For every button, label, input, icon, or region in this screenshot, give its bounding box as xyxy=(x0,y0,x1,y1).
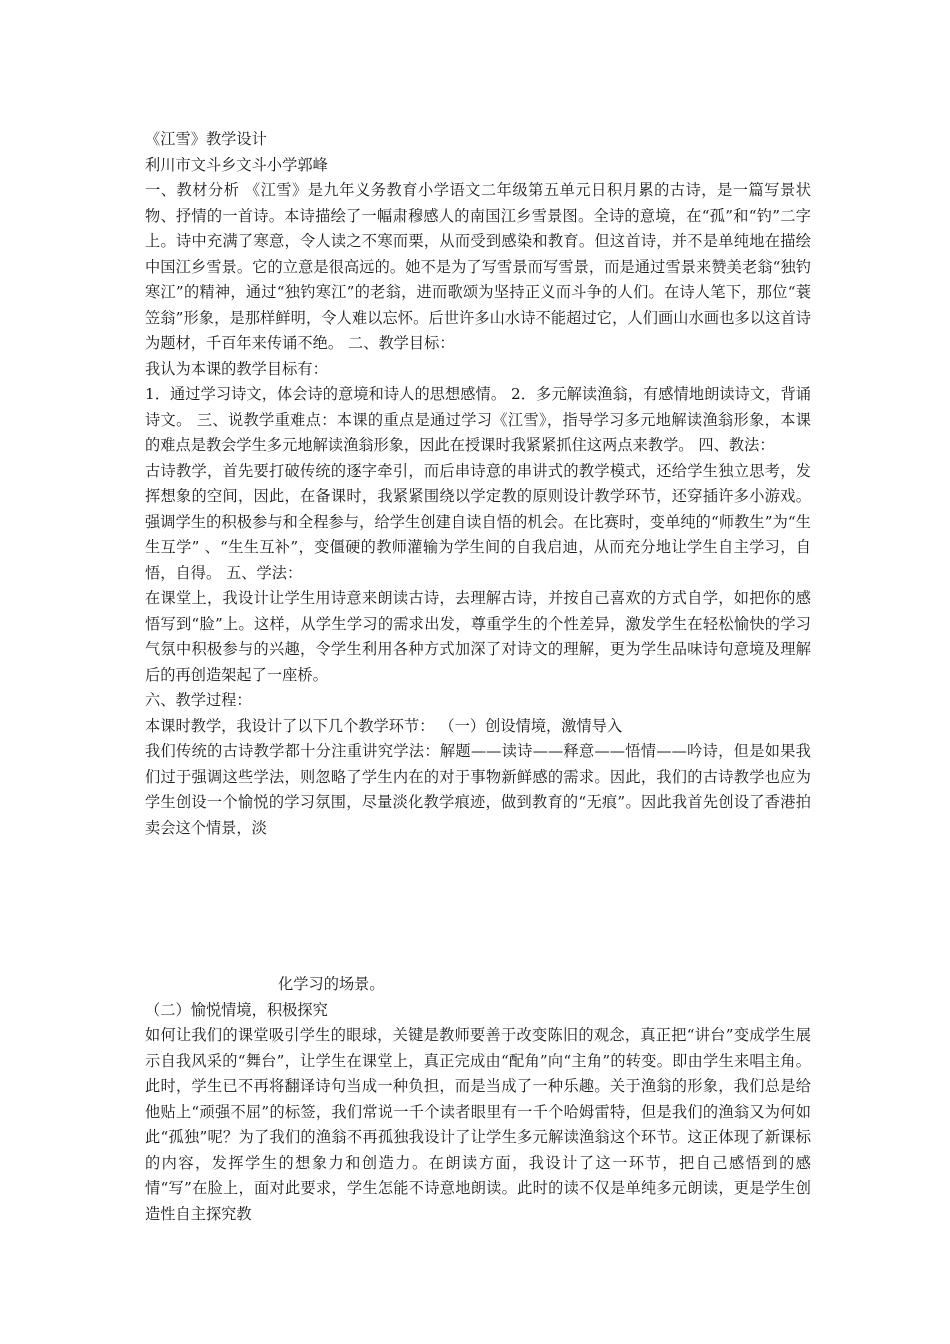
study-paragraph: 在课堂上，我设计让学生用诗意来朗读古诗，去理解古诗，并按自己喜欢的方式自学，如把你的感悟写到“脸”上。这样，从学生学习的需求出发，尊重学生的个性差异，激发学生在轻松愉快的学习气氛中积极参与的兴趣，令学生利用各种方式加深了对诗文的理解，更为学生品味诗句意境及理解后的再创造架起了一座桥。 xyxy=(145,589,811,684)
section1-paragraph: 一、教材分析 《江雪》是九年义务教育小学语文二年级第五单元日积月累的古诗，是一篇写景状物、抒情的一首诗。本诗描绘了一幅肃穆感人的南国江乡雪景图。全诗的意境，在“孤”和“钓”二字上。诗中充满了寒意，令人读之不寒而栗，从而受到感染和教育。但这首诗，并不是单纯地在描绘中国江乡雪景。它的立意是很高远的。她不是为了写雪景而写雪景，而是通过雪景来赞美老翁“独钓寒江”的精神，通过“独钓寒江”的老翁，进而歌颂为坚持正义而斗争的人们。在诗人笔下，那位“蓑笠翁”形象，是那样鲜明，令人难以忘怀。后世许多山水诗不能超过它，人们画山水画也多以这首诗为题材，千百年来传诵不绝。 二、教学目标： xyxy=(145,181,811,352)
author-line: 利川市文斗乡文斗小学郭峰 xyxy=(145,155,328,174)
goals-intro: 我认为本课的教学目标有： xyxy=(145,359,328,378)
subsection2-heading: （二）愉悦情境，积极探究 xyxy=(145,1000,328,1019)
process-paragraph-1: 我们传统的古诗教学都十分注重讲究学法：解题——读诗——释意——悟情——吟诗，但是如果我们过于强调这些学法，则忽略了学生内在的对于事物新鲜感的需求。因此，我们的古诗教学也应为学生创设一个愉悦的学习氛围，尽量淡化教学痕迹，做到教育的“无痕”。因此我首先创设了香港拍卖会这个情景，淡 xyxy=(145,742,811,837)
method-paragraph: 古诗教学，首先要打破传统的逐字牵引，而后串诗意的串讲式的教学模式，还给学生独立思考，发挥想象的空间，因此，在备课时，我紧紧围绕以学定教的原则设计教学环节，还穿插许多小游戏。强调学生的积极参与和全程参与，给学生创建自读自悟的机会。在比赛时，变单纯的“师教生”为“生生互学” 、“生生互补”，变僵硬的教师灌输为学生间的自我启迪，从而充分地让学生自主学习，自悟，自得。 五、学法： xyxy=(145,461,811,582)
process-heading: 六、教学过程： xyxy=(145,691,252,709)
process-intro: 本课时教学，我设计了以下几个教学环节： （一）创设情境，激情导入 xyxy=(145,716,623,735)
continued-line: 化学习的场景。 xyxy=(278,975,385,993)
document-body-bottom xyxy=(145,972,811,1227)
document-title: 《江雪》教学设计 xyxy=(145,130,267,148)
document-body-top xyxy=(145,127,811,841)
goals-paragraph: 1．通过学习诗文，体会诗的意境和诗人的思想感情。 2．多元解读渔翁，有感情地朗读诗文，背诵诗文。 三、说教学重难点：本课的重点是通过学习《江雪》，指导学习多元地解读渔翁形象，本课的难点是教会学生多元地解读渔翁形象，因此在授课时我紧紧抓住这两点来教学。 四、教法： xyxy=(145,385,811,454)
process-paragraph-2: 如何让我们的课堂吸引学生的眼球，关键是教师要善于改变陈旧的观念，真正把“讲台”变成学生展示自我风采的“舞台”，让学生在课堂上，真正完成由“配角”向“主角”的转变。即由学生来唱主角。此时，学生已不再将翻译诗句当成一种负担，而是当成了一种乐趣。关于渔翁的形象，我们总是给他贴上“顽强不屈”的标签，我们常说一千个读者眼里有一千个哈姆雷特，但是我们的渔翁又为何如此“孤独”呢？为了我们的渔翁不再孤独我设计了让学生多元解读渔翁这个环节。这正体现了新课标的内容，发挥学生的想象力和创造力。在朗读方面，我设计了这一环节，把自己感悟到的感情“写”在脸上，面对此要求，学生怎能不诗意地朗读。此时的读不仅是单纯多元朗读，更是学生创造性自主探究教 xyxy=(145,1026,811,1223)
